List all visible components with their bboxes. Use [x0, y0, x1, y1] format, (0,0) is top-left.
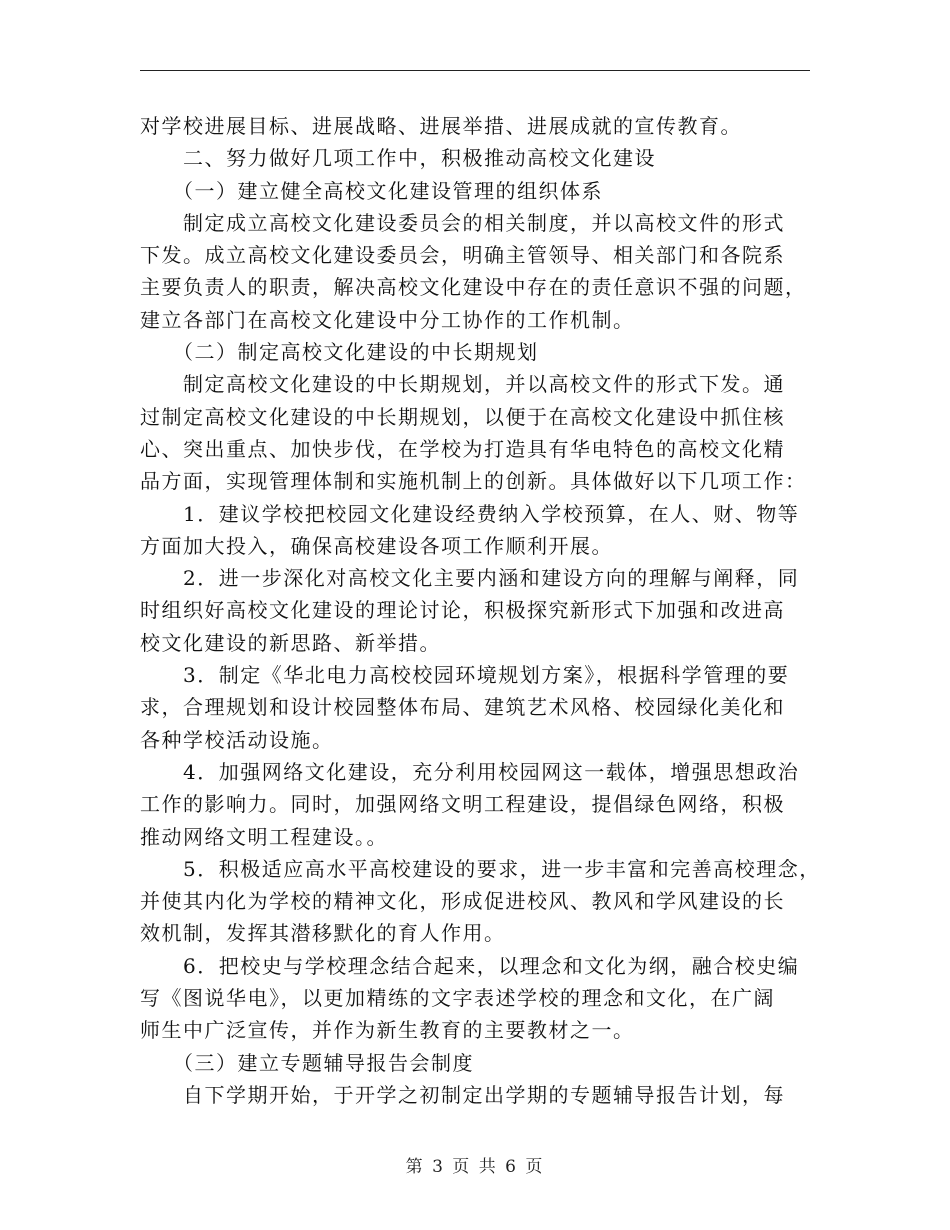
- list-item-3: 3．制定《华北电力高校校园环境规划方案》，根据科学管理的要: [140, 663, 790, 688]
- text-line: 制定高校文化建设的中长期规划，并以高校文件的形式下发。通: [140, 372, 785, 397]
- text-line: 校文化建设的新思路、新举措。: [140, 630, 441, 655]
- text-line: 下发。成立高校文化建设委员会，明确主管领导、相关部门和各院系: [140, 243, 785, 268]
- text-line: 制定成立高校文化建设委员会的相关制度，并以高校文件的形式: [140, 210, 785, 235]
- text-line: 建立各部门在高校文化建设中分工协作的工作机制。: [140, 307, 635, 332]
- text-line: 自下学期开始，于开学之初制定出学期的专题辅导报告计划，每: [140, 1082, 785, 1107]
- text-line: 推动网络文明工程建设。。: [140, 824, 388, 849]
- text-line: 效机制，发挥其潜移默化的育人作用。: [140, 921, 506, 946]
- text-line: 求，合理规划和设计校园整体布局、建筑艺术风格、校园绿化美化和: [140, 695, 785, 720]
- list-item-1: 1．建议学校把校园文化建设经费纳入学校预算，在人、财、物等: [140, 501, 800, 526]
- text-line: 对学校进展目标、进展战略、进展举措、进展成就的宣传教育。: [140, 114, 742, 138]
- list-item-2: 2．进一步深化对高校文化主要内涵和建设方向的理解与阐释，同: [140, 566, 800, 591]
- list-item-6: 6．把校史与学校理念结合起来，以理念和文化为纲，融合校史编: [140, 953, 800, 978]
- text-line: 工作的影响力。同时，加强网络文明工程建设，提倡绿色网络，积极: [140, 792, 785, 817]
- list-item-5: 5．积极适应高水平高校建设的要求，进一步丰富和完善高校理念，: [140, 856, 821, 881]
- text-line: 并使其内化为学校的精神文化，形成促进校风、教风和学风建设的长: [140, 889, 785, 914]
- text-line: 过制定高校文化建设的中长期规划，以便于在高校文化建设中抓住核: [140, 404, 785, 429]
- text-line: 方面加大投入，确保高校建设各项工作顺利开展。: [140, 533, 613, 558]
- text-line: 各种学校活动设施。: [140, 727, 334, 752]
- subsection-heading: （三）建立专题辅导报告会制度: [140, 1050, 474, 1075]
- text-line: 心、突出重点、加快步伐，在学校为打造具有华电特色的高校文化精: [140, 436, 785, 461]
- list-item-4: 4．加强网络文化建设，充分利用校园网这一载体，增强思想政治: [140, 759, 800, 784]
- text-line: 写《图说华电》，以更加精练的文字表述学校的理念和文化，在广阔: [140, 986, 775, 1011]
- document-body: [140, 110, 820, 1111]
- text-line: 主要负责人的职责，解决高校文化建设中存在的责任意识不强的问题，: [140, 275, 807, 300]
- subsection-heading: （二）制定高校文化建设的中长期规划: [140, 340, 539, 365]
- text-line: 时组织好高校文化建设的理论讨论，积极探究新形式下加强和改进高: [140, 598, 785, 623]
- text-line: 师生中广泛宣传，并作为新生教育的主要教材之一。: [140, 1018, 635, 1043]
- text-line: 品方面，实现管理体制和实施机制上的创新。具体做好以下几项工作：: [140, 469, 807, 494]
- section-heading: 二、努力做好几项工作中，积极推动高校文化建设: [140, 146, 656, 171]
- header-rule: [140, 70, 810, 71]
- subsection-heading: （一）建立健全高校文化建设管理的组织体系: [140, 178, 603, 203]
- page-footer: 第 3 页 共 6 页: [405, 1157, 545, 1177]
